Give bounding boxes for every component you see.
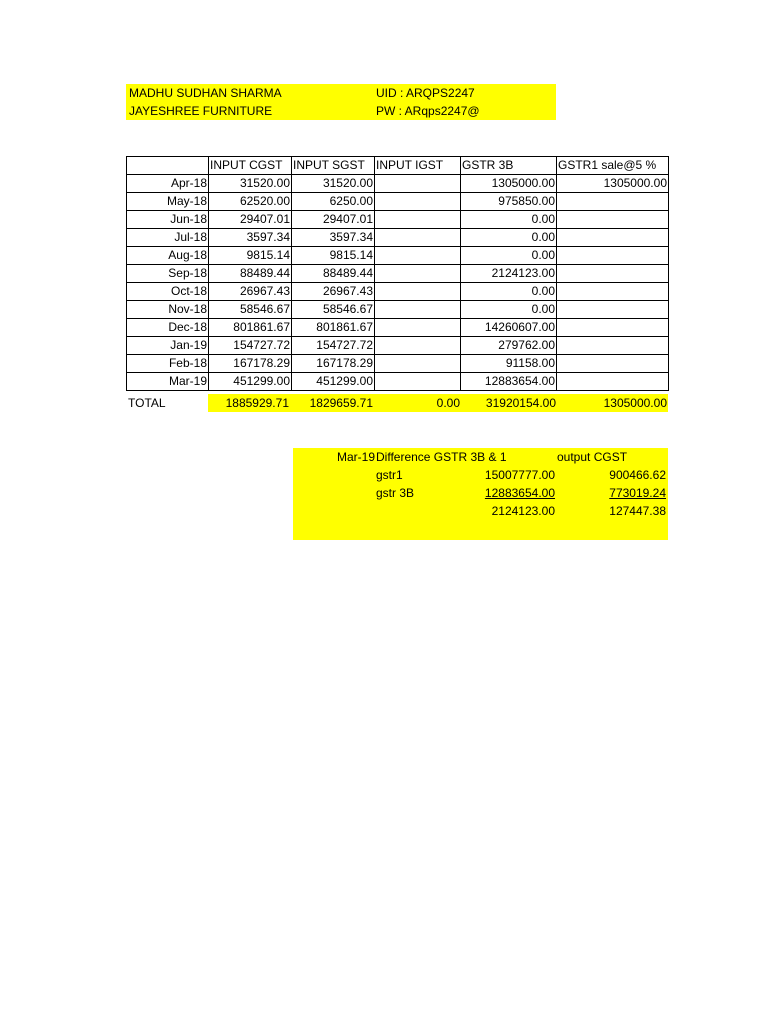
value-cell	[557, 337, 669, 355]
table-row	[127, 283, 669, 301]
total-gstr1: 1305000.00	[603, 396, 667, 410]
gstr3b-label: gstr 3B	[376, 486, 415, 500]
value-cell: 58546.67	[209, 301, 292, 319]
value-cell: 279762.00	[461, 337, 557, 355]
table-row	[127, 373, 669, 391]
month-cell: Mar-19	[127, 373, 209, 391]
value-cell: 2124123.00	[461, 265, 557, 283]
diff-cgst: 127447.38	[609, 504, 666, 518]
table-row	[127, 355, 669, 373]
table-row	[127, 193, 669, 211]
value-cell: 88489.44	[292, 265, 375, 283]
table-row	[127, 265, 669, 283]
table-row	[127, 211, 669, 229]
value-cell	[375, 355, 461, 373]
value-cell: 0.00	[461, 283, 557, 301]
month-cell: Aug-18	[127, 247, 209, 265]
column-header	[127, 157, 209, 175]
column-header: GSTR1 sale@5 %	[557, 157, 669, 175]
diff-title: Difference GSTR 3B & 1	[376, 450, 507, 464]
uid-text: UID : ARQPS2247	[376, 86, 475, 100]
value-cell: 3597.34	[292, 229, 375, 247]
table-row	[127, 175, 669, 193]
value-cell: 167178.29	[292, 355, 375, 373]
value-cell: 0.00	[461, 211, 557, 229]
table-row	[127, 319, 669, 337]
value-cell	[375, 265, 461, 283]
value-cell: 0.00	[461, 301, 557, 319]
value-cell: 31520.00	[292, 175, 375, 193]
value-cell	[375, 211, 461, 229]
value-cell	[557, 211, 669, 229]
total-cgst: 1885929.71	[225, 396, 289, 410]
value-cell: 14260607.00	[461, 319, 557, 337]
password-text: PW : ARqps2247@	[376, 104, 480, 118]
value-cell: 0.00	[461, 247, 557, 265]
diff-value: 2124123.00	[491, 504, 555, 518]
value-cell	[557, 373, 669, 391]
client-name: MADHU SUDHAN SHARMA	[129, 86, 282, 100]
value-cell: 31520.00	[209, 175, 292, 193]
output-cgst-label: output CGST	[557, 450, 628, 464]
value-cell	[375, 229, 461, 247]
value-cell: 0.00	[461, 229, 557, 247]
value-cell: 801861.67	[292, 319, 375, 337]
header-block	[126, 84, 556, 120]
value-cell: 1305000.00	[461, 175, 557, 193]
value-cell	[557, 247, 669, 265]
value-cell: 12883654.00	[461, 373, 557, 391]
value-cell	[557, 265, 669, 283]
table-row	[127, 229, 669, 247]
diff-month: Mar-19	[336, 450, 375, 464]
value-cell: 154727.72	[209, 337, 292, 355]
value-cell: 451299.00	[209, 373, 292, 391]
value-cell	[375, 193, 461, 211]
value-cell	[557, 193, 669, 211]
month-cell: Sep-18	[127, 265, 209, 283]
column-header: INPUT CGST	[209, 157, 292, 175]
value-cell: 167178.29	[209, 355, 292, 373]
value-cell	[375, 319, 461, 337]
value-cell	[375, 283, 461, 301]
gst-table	[126, 156, 669, 391]
value-cell: 62520.00	[209, 193, 292, 211]
table-row	[127, 337, 669, 355]
value-cell: 6250.00	[292, 193, 375, 211]
column-header: INPUT IGST	[375, 157, 461, 175]
value-cell: 29407.01	[292, 211, 375, 229]
value-cell: 1305000.00	[557, 175, 669, 193]
value-cell: 9815.14	[209, 247, 292, 265]
total-igst: 0.00	[436, 396, 460, 410]
value-cell	[375, 373, 461, 391]
total-row	[126, 394, 668, 412]
value-cell	[557, 355, 669, 373]
month-cell: Feb-18	[127, 355, 209, 373]
column-header: INPUT SGST	[292, 157, 375, 175]
value-cell: 26967.43	[209, 283, 292, 301]
month-cell: May-18	[127, 193, 209, 211]
table-row	[127, 247, 669, 265]
table-row	[127, 301, 669, 319]
month-cell: Jul-18	[127, 229, 209, 247]
gstr3b-cgst: 773019.24	[609, 486, 666, 500]
total-sgst: 1829659.71	[309, 396, 373, 410]
value-cell	[557, 229, 669, 247]
value-cell: 26967.43	[292, 283, 375, 301]
value-cell	[557, 301, 669, 319]
value-cell: 801861.67	[209, 319, 292, 337]
value-cell: 3597.34	[209, 229, 292, 247]
value-cell: 91158.00	[461, 355, 557, 373]
month-cell: Nov-18	[127, 301, 209, 319]
value-cell: 58546.67	[292, 301, 375, 319]
month-cell: Oct-18	[127, 283, 209, 301]
value-cell: 154727.72	[292, 337, 375, 355]
table-header-row	[127, 157, 669, 175]
value-cell	[557, 283, 669, 301]
value-cell	[375, 337, 461, 355]
gstr3b-value: 12883654.00	[484, 486, 555, 500]
month-cell: Apr-18	[127, 175, 209, 193]
month-cell: Dec-18	[127, 319, 209, 337]
total-gstr3b: 31920154.00	[485, 396, 556, 410]
column-header: GSTR 3B	[461, 157, 557, 175]
value-cell	[375, 175, 461, 193]
gstr1-cgst: 900466.62	[609, 468, 666, 482]
gstr1-label: gstr1	[376, 468, 403, 482]
value-cell: 451299.00	[292, 373, 375, 391]
value-cell: 88489.44	[209, 265, 292, 283]
value-cell	[557, 319, 669, 337]
difference-block	[293, 448, 668, 540]
month-cell: Jun-18	[127, 211, 209, 229]
month-cell: Jan-19	[127, 337, 209, 355]
value-cell: 9815.14	[292, 247, 375, 265]
value-cell	[375, 247, 461, 265]
firm-name: JAYESHREE FURNITURE	[129, 104, 273, 118]
gstr1-value: 15007777.00	[484, 468, 555, 482]
value-cell: 29407.01	[209, 211, 292, 229]
value-cell	[375, 301, 461, 319]
total-label: TOTAL	[128, 396, 166, 410]
value-cell: 975850.00	[461, 193, 557, 211]
